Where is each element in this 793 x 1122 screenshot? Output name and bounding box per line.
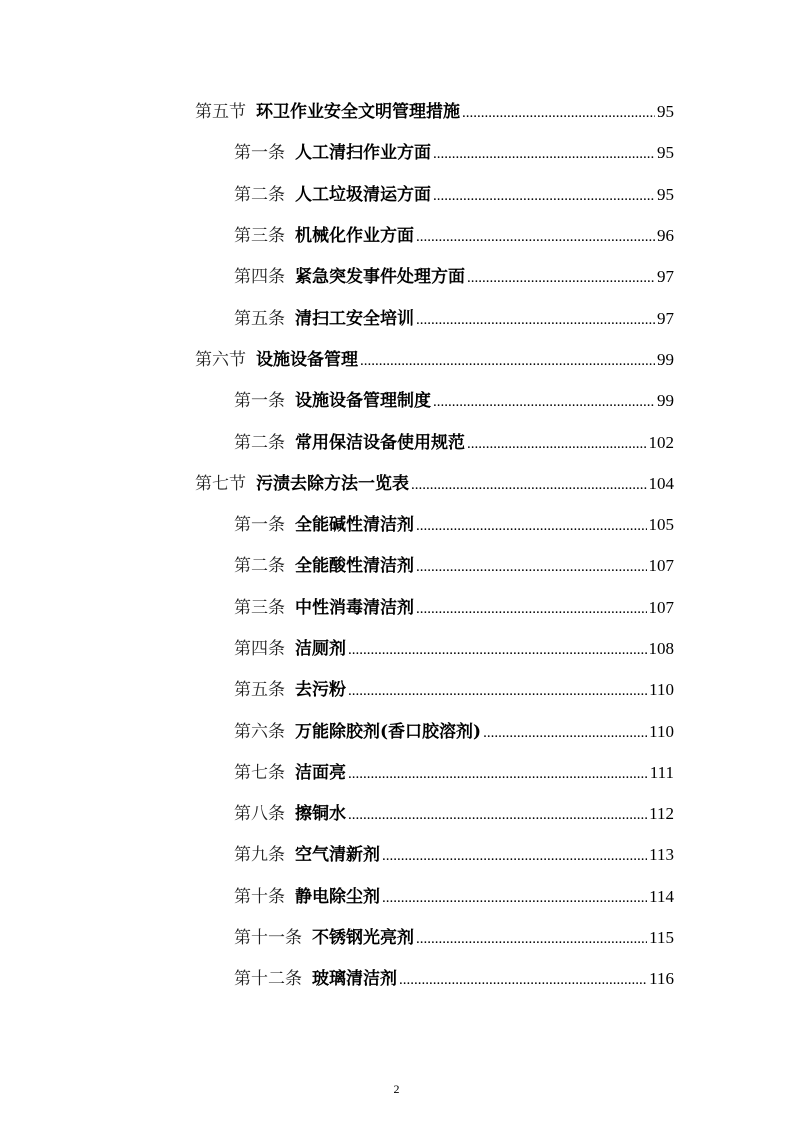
toc-label: 第七节 [195, 473, 246, 494]
toc-item[interactable] [0, 172, 793, 213]
toc-label: 第十二条 [234, 969, 302, 990]
toc-page-number: 107 [648, 597, 674, 617]
dot-leader [399, 972, 647, 989]
toc-title: 万能除胶剂(香口胶溶剂) [295, 721, 482, 742]
page-number-footer: 2 [393, 1082, 400, 1096]
toc-label: 第六条 [234, 721, 285, 742]
toc-title: 全能酸性清洁剂 [295, 556, 414, 577]
toc-title: 清扫工安全培训 [295, 308, 414, 329]
toc-label: 第十一条 [234, 928, 302, 949]
toc-item[interactable] [0, 915, 793, 956]
toc-page-number: 99 [657, 349, 674, 369]
toc-title: 人工垃圾清运方面 [295, 184, 431, 205]
toc-title: 玻璃清洁剂 [312, 969, 397, 990]
toc-item[interactable] [0, 585, 793, 626]
toc-label: 第一条 [234, 143, 285, 164]
toc-item[interactable] [0, 832, 793, 873]
toc-page-number: 102 [648, 432, 674, 452]
toc-item[interactable] [0, 708, 793, 749]
toc-item[interactable] [0, 419, 793, 460]
toc-item[interactable] [0, 956, 793, 997]
dot-leader [433, 394, 655, 411]
toc-item[interactable] [0, 874, 793, 915]
toc-label: 第一条 [234, 515, 285, 536]
toc-page-number: 99 [657, 391, 674, 411]
dot-leader [467, 270, 655, 287]
dot-leader [433, 146, 655, 163]
toc-page-number: 116 [649, 969, 674, 989]
toc-label: 第六节 [195, 349, 246, 370]
dot-leader [348, 642, 647, 659]
toc-page-number: 114 [649, 886, 674, 906]
toc-section-6[interactable] [0, 337, 793, 378]
toc-page-number: 107 [648, 556, 674, 576]
toc-title: 机械化作业方面 [295, 226, 414, 247]
toc-label: 第四条 [234, 267, 285, 288]
toc-title: 洁面亮 [295, 762, 346, 783]
toc-label: 第五条 [234, 680, 285, 701]
toc-title: 静电除尘剂 [295, 886, 380, 907]
toc-title: 中性消毒清洁剂 [295, 597, 414, 618]
toc-title: 不锈钢光亮剂 [312, 928, 414, 949]
dot-leader [416, 229, 655, 246]
toc-item[interactable] [0, 502, 793, 543]
toc-page-number: 112 [649, 804, 674, 824]
toc-page-number: 95 [657, 143, 674, 163]
dot-leader [483, 725, 647, 742]
toc-page-number: 95 [657, 102, 674, 122]
toc-page-number: 115 [649, 928, 674, 948]
toc-page-number: 105 [648, 515, 674, 535]
toc-title: 全能碱性清洁剂 [295, 515, 414, 536]
toc-item[interactable] [0, 130, 793, 171]
toc-item[interactable] [0, 791, 793, 832]
dot-leader [462, 105, 655, 122]
toc-page-number: 110 [649, 680, 674, 700]
dot-leader [416, 559, 647, 576]
dot-leader [433, 188, 655, 205]
toc-page-number: 113 [649, 845, 674, 865]
toc-item[interactable] [0, 295, 793, 336]
dot-leader [348, 683, 647, 700]
toc-title: 洁厕剂 [295, 639, 346, 659]
dot-leader [416, 601, 647, 618]
toc-title: 空气清新剂 [295, 845, 380, 866]
toc-section-7[interactable] [0, 461, 793, 502]
toc-page-number: 108 [648, 639, 674, 658]
toc-label: 第九条 [234, 845, 285, 866]
toc-item[interactable] [0, 667, 793, 708]
dot-leader [360, 353, 655, 370]
table-of-contents [0, 89, 793, 998]
toc-title: 擦铜水 [295, 804, 346, 825]
dot-leader [467, 436, 647, 453]
toc-label: 第二条 [234, 184, 285, 205]
toc-section-5[interactable] [0, 89, 793, 130]
toc-label: 第二条 [234, 556, 285, 577]
toc-label: 第一条 [234, 391, 285, 412]
dot-leader [348, 807, 647, 824]
toc-page-number: 97 [657, 308, 674, 328]
toc-page-number: 104 [648, 473, 674, 493]
toc-label: 第八条 [234, 804, 285, 825]
dot-leader [348, 766, 648, 783]
toc-label: 第三条 [234, 226, 285, 247]
toc-label: 第二条 [234, 432, 285, 453]
toc-title: 去污粉 [295, 680, 346, 701]
toc-page-number: 111 [649, 762, 674, 782]
toc-label: 第五节 [195, 102, 246, 123]
dot-leader [416, 518, 647, 535]
toc-title: 设施设备管理 [256, 349, 358, 370]
toc-item[interactable] [0, 543, 793, 584]
toc-page-number: 95 [657, 184, 674, 204]
toc-item[interactable] [0, 213, 793, 254]
toc-label: 第十条 [234, 886, 285, 907]
toc-item[interactable] [0, 378, 793, 419]
toc-label: 第五条 [234, 308, 285, 329]
dot-leader [382, 848, 647, 865]
toc-item[interactable] [0, 254, 793, 295]
dot-leader [416, 931, 647, 948]
dot-leader [416, 312, 655, 329]
toc-item[interactable] [0, 626, 793, 667]
toc-title: 人工清扫作业方面 [295, 143, 431, 164]
toc-title: 污渍去除方法一览表 [256, 473, 409, 494]
toc-title: 环卫作业安全文明管理措施 [256, 102, 460, 123]
toc-page-number: 110 [649, 721, 674, 741]
dot-leader [411, 477, 647, 494]
toc-label: 第七条 [234, 762, 285, 783]
toc-label: 第四条 [234, 639, 285, 659]
toc-page-number: 96 [657, 226, 674, 246]
toc-page-number: 97 [657, 267, 674, 287]
toc-title: 紧急突发事件处理方面 [295, 267, 465, 288]
toc-title: 设施设备管理制度 [295, 391, 431, 412]
toc-title: 常用保洁设备使用规范 [295, 432, 465, 453]
toc-item[interactable] [0, 750, 793, 791]
toc-label: 第三条 [234, 597, 285, 618]
dot-leader [382, 890, 647, 907]
